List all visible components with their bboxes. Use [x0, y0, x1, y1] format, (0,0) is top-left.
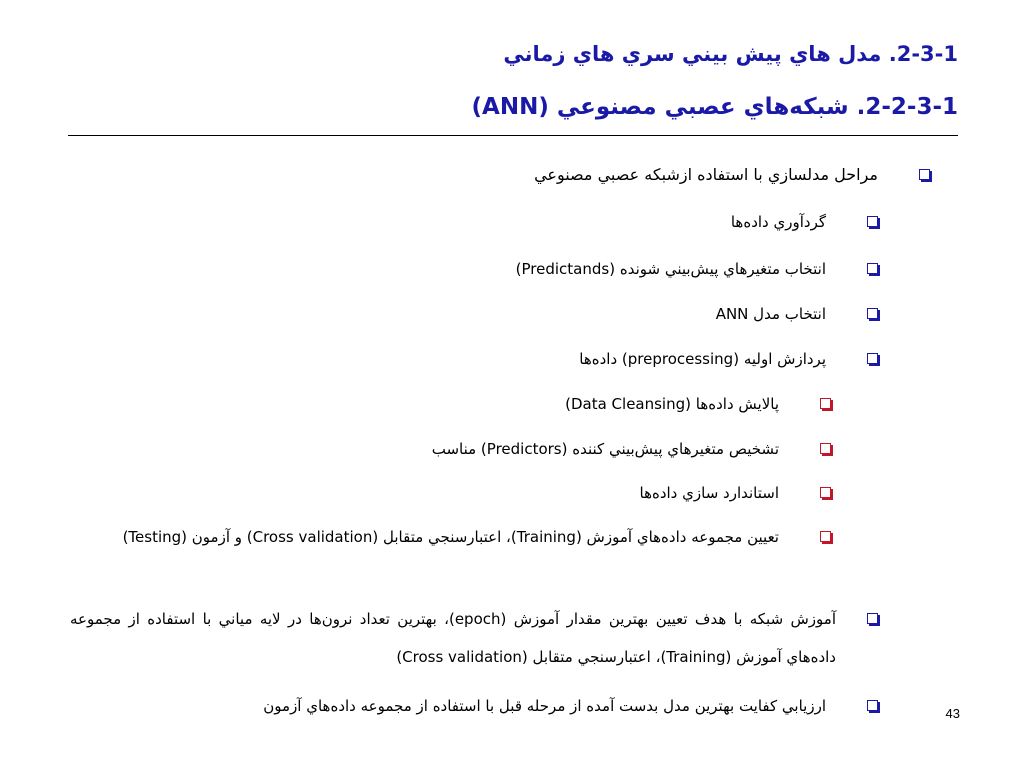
bullet-square-icon [820, 531, 831, 542]
bullet-square-icon [820, 398, 831, 409]
list-subitem: تشخيص متغيرهاي پيش‌بيني کننده (Predictors) مناسب [431, 440, 779, 458]
section-heading-2: 2-2-3-1. شبکه‌هاي عصبي مصنوعي (ANN) [471, 94, 958, 120]
bullet-square-icon [919, 169, 930, 180]
bullet-square-icon [867, 613, 878, 624]
title-divider [68, 135, 958, 136]
list-item: آموزش شبکه با هدف تعيين بهترين مقدار آموزش (epoch)، بهترين تعداد نرون‌ها در لايه مياني با استفاده از مجموعه داده‌هاي آموزش (Training)، اعتبارسنجي متقابل (Cross validation) [70, 610, 837, 666]
list-item: ارزيابي کفايت بهترين مدل بدست آمده از مرحله قبل با استفاده از مجموعه داده‌هاي آزمون [263, 697, 826, 715]
list-item: گردآوري داده‌ها [730, 213, 826, 231]
list-subitem: استاندارد سازي داده‌ها [639, 484, 779, 502]
bullet-square-icon [867, 263, 878, 274]
list-item: انتخاب متغيرهاي پيش‌بيني شونده (Predictands) [515, 260, 826, 278]
list-item: پردازش اوليه (preprocessing) داده‌ها [579, 350, 826, 368]
bullet-square-icon [820, 487, 831, 498]
bullet-square-icon [867, 308, 878, 319]
list-subitem: تعيين مجموعه داده‌هاي آموزش (Training)، اعتبارسنجي متقابل (Cross validation) و آزمون (Testing) [122, 528, 779, 546]
page-number: 43 [945, 706, 960, 721]
bullet-square-icon [867, 216, 878, 227]
list-item-main: مراحل مدلسازي با استفاده ازشبکه عصبي مصنوعي [534, 165, 878, 184]
section-heading-1: 2-3-1. مدل هاي پيش بيني سري هاي زماني [503, 42, 958, 66]
bullet-square-icon [867, 700, 878, 711]
list-item: انتخاب مدل ANN [715, 305, 826, 323]
list-subitem: پالايش داده‌ها (Data Cleansing) [565, 395, 779, 413]
bullet-square-icon [867, 353, 878, 364]
bullet-square-icon [820, 443, 831, 454]
